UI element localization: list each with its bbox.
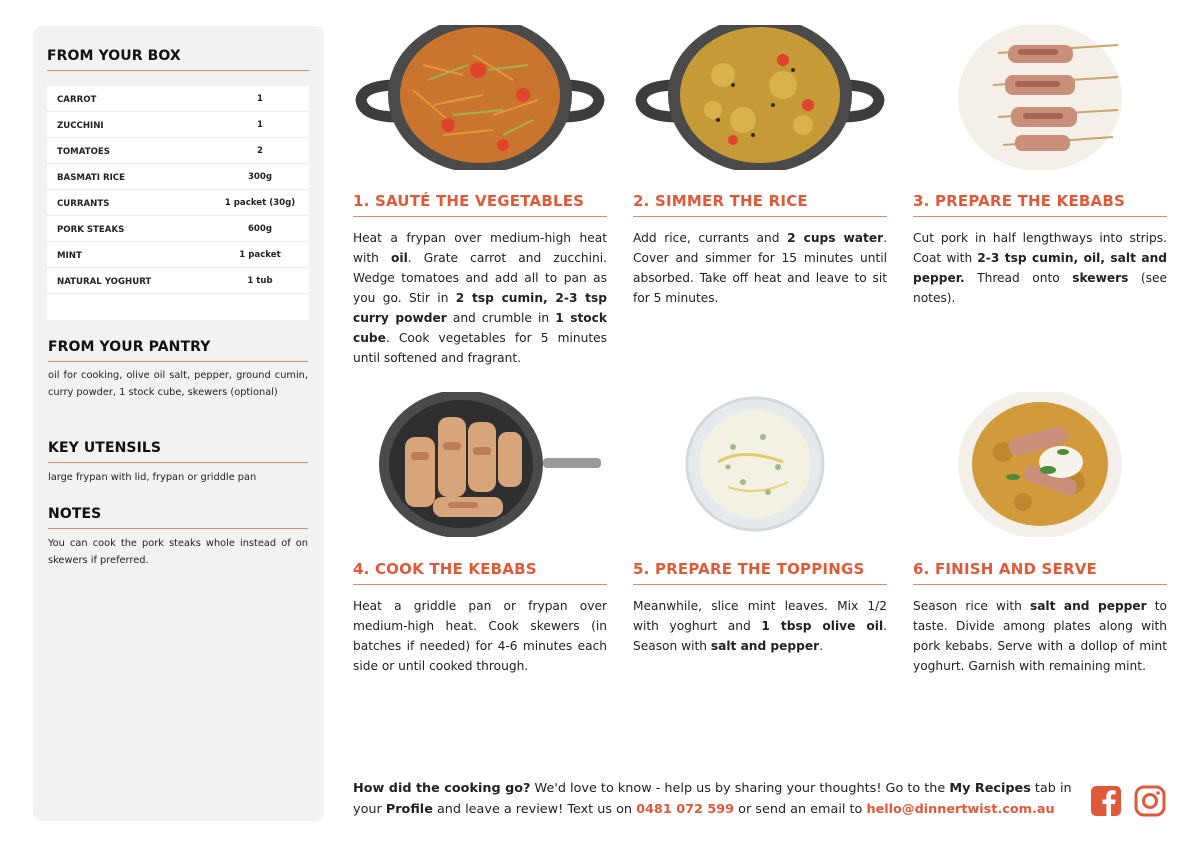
notes-heading: NOTES: [48, 506, 102, 522]
body-text: Season rice with: [913, 599, 1030, 613]
ingredient-row: [47, 138, 309, 164]
from-your-pantry-heading: FROM YOUR PANTRY: [48, 339, 211, 355]
step-divider: [633, 216, 887, 217]
body-text: and crumble in: [446, 311, 556, 325]
ingredient-row: [47, 242, 309, 268]
heading-divider: [48, 361, 308, 362]
ingredient-name: PORK STEAKS: [57, 225, 125, 235]
emphasis-text: 2 tsp cumin, 2-3 tsp curry powder: [353, 291, 607, 325]
instagram-icon[interactable]: [1134, 785, 1166, 817]
step-1-instructions: [353, 228, 607, 368]
emphasis-text: Profile: [385, 802, 433, 817]
body-text: or send an email to: [734, 802, 867, 817]
heading-divider: [48, 462, 308, 463]
emphasis-text: oil: [391, 251, 408, 265]
body-text: and leave a review! Text us on: [432, 802, 637, 817]
key-utensils-heading: KEY UTENSILS: [48, 440, 162, 456]
body-text: . Cook vegetables for 5 minutes until softened and fragrant.: [353, 331, 607, 365]
emphasis-text: My Recipes: [949, 781, 1031, 796]
feedback-footer: [353, 778, 1078, 820]
ingredient-row: [47, 86, 309, 112]
ingredient-qty: 1 tub: [247, 276, 273, 286]
ingredient-name: MINT: [57, 251, 82, 261]
body-text: . Cover and simmer for 15 minutes until absorbed. Take off heat and leave to sit for 5 minutes.: [633, 231, 887, 305]
ingredient-qty: 300g: [247, 172, 273, 182]
ingredient-name: TOMATOES: [57, 147, 110, 157]
utensils-list: large frypan with lid, frypan or griddle pan: [48, 472, 257, 483]
kebabs-griddle-pan-image: [353, 392, 607, 537]
step-6-instructions: [913, 596, 1167, 676]
facebook-icon[interactable]: [1090, 785, 1122, 817]
ingredient-name: ZUCCHINI: [57, 121, 104, 131]
ingredient-row: [47, 216, 309, 242]
emphasis-text: 1 tbsp olive oil: [761, 619, 884, 633]
body-text: Cut pork in half lengthways into strips. Coat with: [913, 231, 1167, 265]
ingredient-qty: 1: [257, 94, 263, 104]
contact-link[interactable]: hello@dinnertwist.com.au: [866, 802, 1055, 817]
emphasis-text: salt and pepper: [1029, 599, 1147, 613]
ingredient-row: [47, 112, 309, 138]
step-3-instructions: [913, 228, 1167, 308]
body-text: Meanwhile, slice mint leaves. Mix 1/2 with yoghurt and: [633, 599, 887, 633]
body-text: . Grate carrot and zucchini. Wedge tomatoes and add all to pan as you go. Stir in: [353, 251, 608, 305]
step-4-title: 4. COOK THE KEBABS: [353, 560, 537, 578]
body-text: to taste. Divide among plates along with pork kebabs. Serve with a dollop of mint yoghurt. Garnish with remaining mint.: [913, 599, 1168, 673]
ingredient-name: NATURAL YOGHURT: [57, 277, 152, 287]
step-divider: [353, 584, 607, 585]
ingredient-row: [47, 190, 309, 216]
ingredient-qty: 600g: [247, 224, 273, 234]
emphasis-text: skewers: [1072, 271, 1129, 285]
ingredient-row: [47, 164, 309, 190]
ingredients-sidebar: [33, 26, 324, 821]
rice-in-frypan-image: [633, 25, 887, 170]
step-5-instructions: [633, 596, 887, 656]
body-text: . Season with: [633, 619, 887, 653]
emphasis-text: 2 cups water: [787, 231, 884, 245]
body-text: Heat a frypan over medium-high heat with: [353, 231, 607, 265]
from-your-box-heading: FROM YOUR BOX: [47, 48, 181, 64]
step-divider: [913, 216, 1167, 217]
step-3-title: 3. PREPARE THE KEBABS: [913, 192, 1125, 210]
step-divider: [353, 216, 607, 217]
heading-divider: [48, 528, 308, 529]
ingredient-qty: 2: [257, 146, 263, 156]
pantry-list: oil for cooking, olive oil salt, pepper, ground cumin, curry powder, 1 stock cube, skewers (optional): [48, 370, 308, 398]
ingredient-name: CARROT: [57, 95, 97, 105]
emphasis-text: 2-3 tsp cumin, oil, salt and pepper.: [913, 251, 1167, 285]
ingredient-qty: 1 packet: [239, 250, 281, 260]
vegetables-in-frypan-image: [353, 25, 607, 170]
emphasis-text: 1 stock cube: [353, 311, 607, 345]
pork-skewers-plate-image: [913, 25, 1167, 170]
emphasis-text: How did the cooking go?: [353, 781, 531, 796]
body-text: Thread onto: [964, 271, 1073, 285]
step-6-title: 6. FINISH AND SERVE: [913, 560, 1097, 578]
notes-text: You can cook the pork steaks whole instead of on skewers if preferred.: [48, 538, 308, 566]
step-divider: [633, 584, 887, 585]
ingredient-qty: 1: [257, 120, 263, 130]
ingredient-name: CURRANTS: [57, 199, 110, 209]
contact-link[interactable]: 0481 072 599: [636, 802, 735, 817]
step-2-title: 2. SIMMER THE RICE: [633, 192, 808, 210]
heading-divider: [47, 70, 309, 71]
body-text: Heat a griddle pan or frypan over medium-high heat. Cook skewers (in batches if needed) for 4-6 minutes each side or until cooked through.: [353, 599, 607, 673]
step-2-instructions: [633, 228, 887, 308]
plated-dish-image: [913, 392, 1167, 537]
ingredient-row: [47, 268, 309, 294]
step-4-instructions: [353, 596, 607, 676]
body-text: We'd love to know - help us by sharing your thoughts! Go to the: [530, 781, 950, 796]
body-text: .: [819, 639, 824, 653]
body-text: (see notes).: [913, 271, 1167, 305]
ingredients-table: [47, 86, 309, 320]
body-text: tab in your: [353, 781, 1072, 817]
step-divider: [913, 584, 1167, 585]
body-text: Add rice, currants and: [633, 231, 788, 245]
emphasis-text: salt and pepper: [710, 639, 820, 653]
step-5-title: 5. PREPARE THE TOPPINGS: [633, 560, 865, 578]
mint-yoghurt-bowl-image: [633, 392, 887, 537]
step-1-title: 1. SAUTÉ THE VEGETABLES: [353, 192, 585, 210]
ingredient-name: BASMATI RICE: [57, 173, 125, 183]
ingredient-qty: 1 packet (30g): [224, 198, 296, 208]
